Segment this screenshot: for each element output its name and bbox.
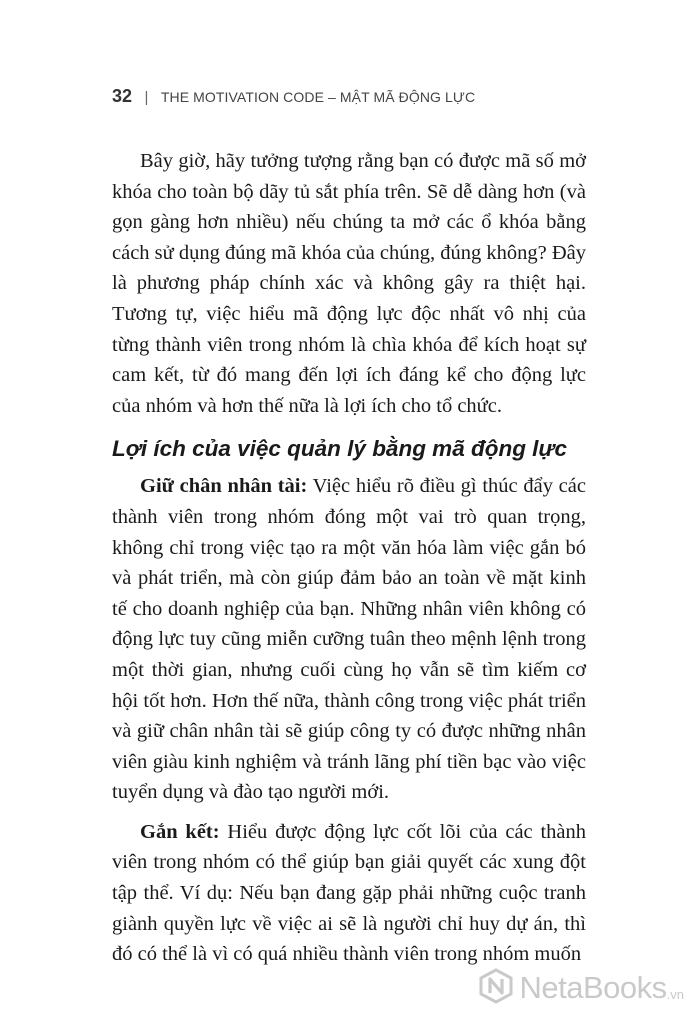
retention-paragraph	[112, 471, 586, 808]
retention-lead: Giữ chân nhân tài:	[140, 475, 308, 498]
header-separator: |	[144, 89, 149, 106]
publisher-watermark	[478, 968, 684, 1008]
section-heading: Lợi ích của việc quản lý bằng mã động lực	[112, 436, 568, 462]
page-body	[112, 146, 586, 970]
engagement-lead: Gắn kết:	[140, 820, 220, 843]
engagement-paragraph	[112, 817, 586, 970]
watermark-brand: NetaBooks	[519, 970, 667, 1005]
page-number: 32	[112, 86, 133, 106]
engagement-text: Hiểu được động lực cốt lõi của các thành viên trong nhóm có thể giúp bạn giải quyết các xung đột tập thể. Ví dụ: Nếu bạn đang gặp phải những cuộc tranh giành quyền lực về việc ai sẽ là người chỉ huy dự án, thì đó có thể là vì có quá nhiều thành viên trong nhóm muốn	[112, 820, 587, 966]
running-header	[112, 86, 475, 107]
running-title: THE MOTIVATION CODE – MẬT MÃ ĐỘNG LỰC	[160, 89, 476, 105]
intro-paragraph: Bây giờ, hãy tưởng tượng rằng bạn có được mã số mở khóa cho toàn bộ dãy tủ sắt phía trên. Sẽ dễ dàng hơn (và gọn gàng hơn nhiều) nếu chúng ta mở các ổ khóa bằng cách sử dụng đúng mã khóa của chúng, đúng không? Đây là phương pháp chính xác và không gây ra thiệt hại. Tương tự, việc hiểu mã động lực độc nhất vô nhị của từng thành viên trong nhóm là chìa khóa để kích hoạt sự cam kết, từ đó mang đến lợi ích đáng kể cho động lực của nhóm và hơn thế nữa là lợi ích cho tổ chức.	[112, 150, 586, 417]
watermark-tld: .vn	[666, 987, 684, 1002]
netabooks-logo-icon	[478, 968, 514, 1008]
retention-text: Việc hiểu rõ điều gì thúc đẩy các thành viên trong nhóm đóng một vai trò quan trọng, không chỉ trong việc tạo ra một văn hóa làm việc gắn bó và phát triển, mà còn giúp đảm bảo an toàn về mặt kinh tế cho doanh nghiệp của bạn. Những nhân viên không có động lực tuy cũng miễn cưỡng tuân theo mệnh lệnh trong một thời gian, nhưng cuối cùng họ vẫn sẽ tìm kiếm cơ hội tốt hơn. Hơn thế nữa, thành công trong việc phát triển và giữ chân nhân tài sẽ giúp công ty có được những nhân viên giàu kinh nghiệm và tránh lãng phí tiền bạc vào việc tuyển dụng và đào tạo người mới.	[112, 475, 586, 804]
